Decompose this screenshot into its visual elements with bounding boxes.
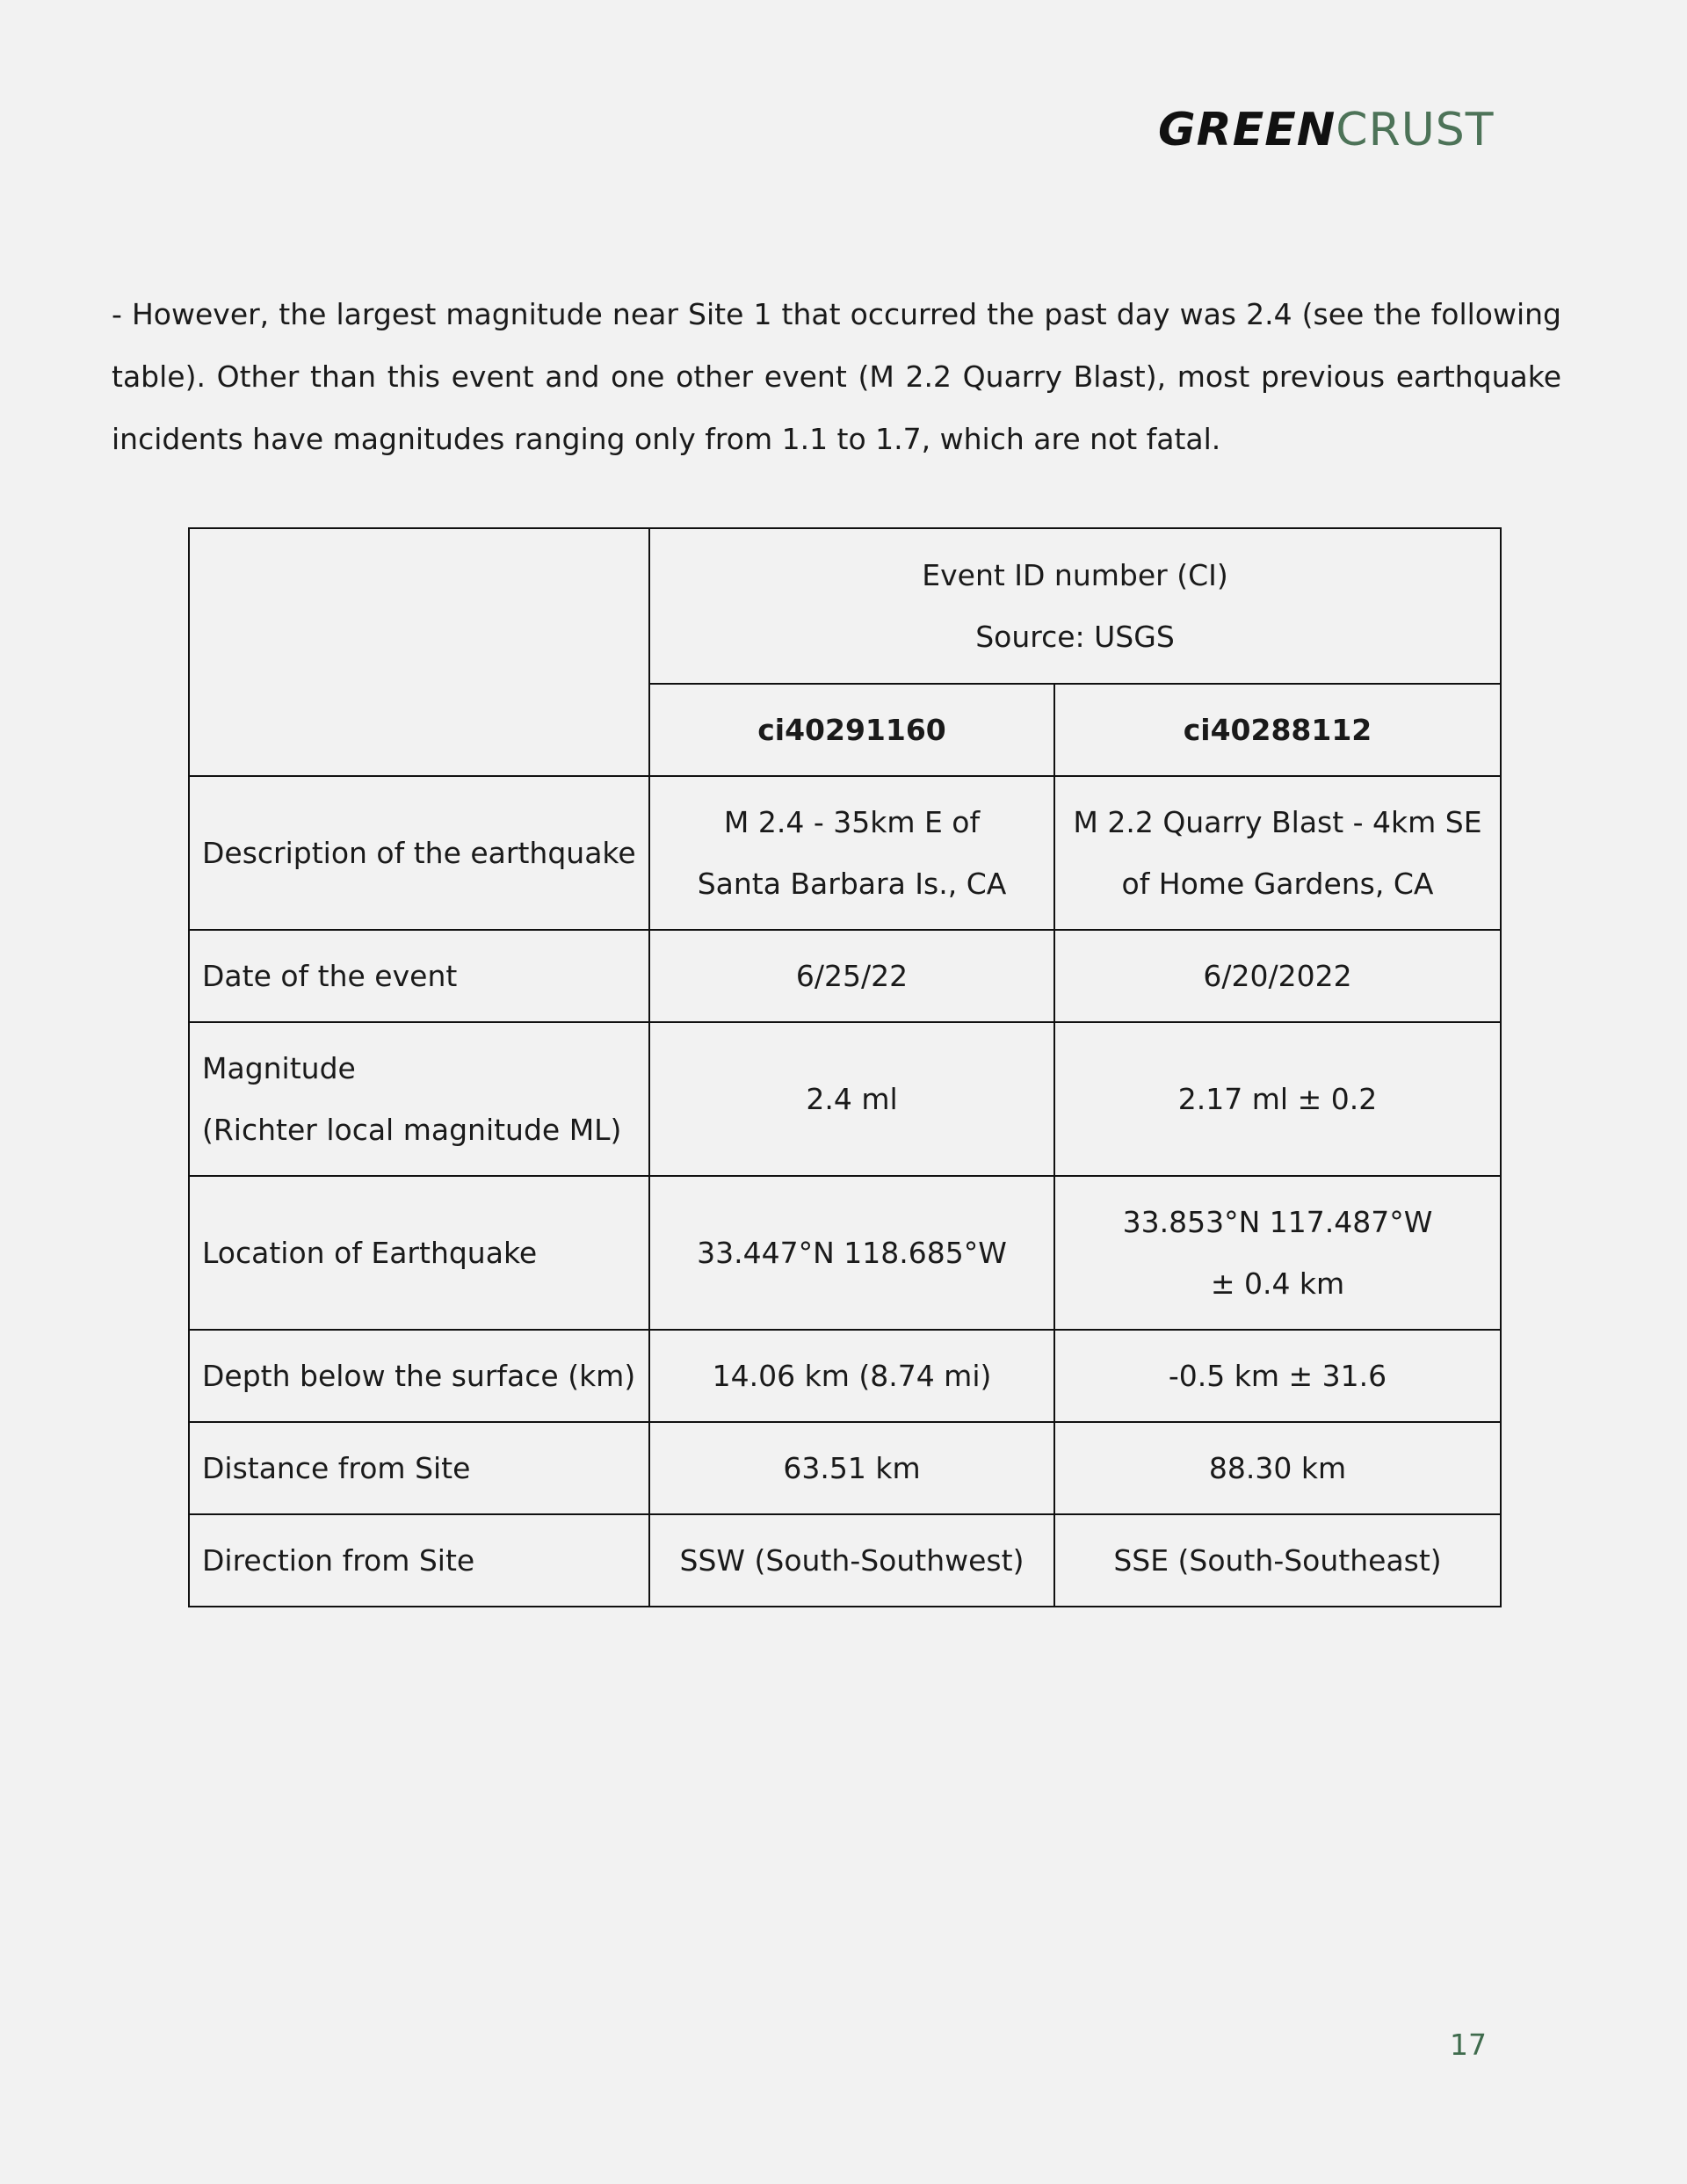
row-value-2: SSE (South-Southeast) xyxy=(1054,1514,1501,1607)
row-label: Depth below the surface (km) xyxy=(189,1330,649,1422)
row-label: Distance from Site xyxy=(189,1422,649,1514)
header-line2: Source: USGS xyxy=(975,619,1175,654)
row-label: Direction from Site xyxy=(189,1514,649,1607)
logo-bold-text: GREEN xyxy=(1158,104,1336,156)
intro-paragraph: - However, the largest magnitude near Site 1 that occurred the past day was 2.4 (see the following table). Other than this event and one other event (M 2.2 Quarry Blast), most previous earthquake incidents have magnitudes ranging only from 1.1 to 1.7, which are not fatal. xyxy=(112,297,1561,456)
row-value-1: 33.447°N 118.685°W xyxy=(649,1176,1054,1330)
value-line: 33.853°N 117.487°W xyxy=(1122,1204,1433,1239)
value-line: M 2.2 Quarry Blast - 4km SE xyxy=(1073,804,1482,839)
page-number: 17 xyxy=(1450,2028,1487,2062)
empty-corner-cell xyxy=(189,528,649,776)
event-id-2: ci40288112 xyxy=(1054,684,1501,776)
value-line: M 2.4 - 35km E of xyxy=(723,804,981,839)
label-line: Magnitude xyxy=(202,1050,356,1085)
row-label: Location of Earthquake xyxy=(189,1176,649,1330)
event-id-header xyxy=(649,528,1501,684)
row-value-1: 6/25/22 xyxy=(649,930,1054,1022)
table-row xyxy=(189,776,1501,930)
value-line: of Home Gardens, CA xyxy=(1121,866,1434,901)
table-row xyxy=(189,1330,1501,1422)
row-label: Date of the event xyxy=(189,930,649,1022)
value-line: ± 0.4 km xyxy=(1210,1266,1345,1301)
row-value-1: 2.4 ml xyxy=(649,1022,1054,1176)
table-row xyxy=(189,930,1501,1022)
header-line1: Event ID number (CI) xyxy=(922,557,1228,592)
row-value-2: 6/20/2022 xyxy=(1054,930,1501,1022)
label-line: (Richter local magnitude ML) xyxy=(202,1112,622,1147)
row-label xyxy=(189,1022,649,1176)
table-row xyxy=(189,1422,1501,1514)
table-row xyxy=(189,1022,1501,1176)
table-header-row xyxy=(189,528,1501,684)
logo-light-text: CRUST xyxy=(1336,104,1495,156)
table-row xyxy=(189,1176,1501,1330)
greencrust-logo xyxy=(1158,98,1495,162)
value-line: Santa Barbara Is., CA xyxy=(697,866,1007,901)
row-value-2: 88.30 km xyxy=(1054,1422,1501,1514)
row-value-1: 14.06 km (8.74 mi) xyxy=(649,1330,1054,1422)
event-id-1: ci40291160 xyxy=(649,684,1054,776)
row-value-2: -0.5 km ± 31.6 xyxy=(1054,1330,1501,1422)
earthquake-events-table xyxy=(188,527,1502,1607)
row-value-1: SSW (South-Southwest) xyxy=(649,1514,1054,1607)
row-value-2 xyxy=(1054,776,1501,930)
row-label: Description of the earthquake xyxy=(189,776,649,930)
row-value-1: 63.51 km xyxy=(649,1422,1054,1514)
row-value-2 xyxy=(1054,1176,1501,1330)
row-value-1 xyxy=(649,776,1054,930)
table-row xyxy=(189,1514,1501,1607)
row-value-2: 2.17 ml ± 0.2 xyxy=(1054,1022,1501,1176)
